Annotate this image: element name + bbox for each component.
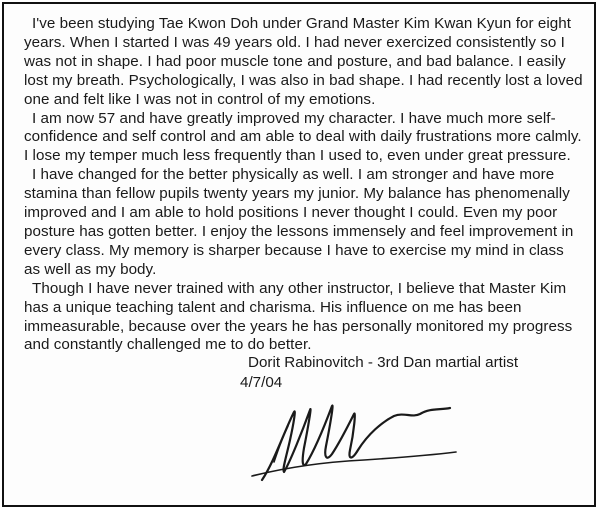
paragraph-intro: I've been studying Tae Kwon Doh under Grand Master Kim Kwan Kyun for eight years. When I started I was 49 years old. I had never exercized consistently so I was not in shape. I had poor muscle tone and posture, and bad balance. I easily lost my breath. Psychologically, I was also in bad shape. I had recently lost a loved one and felt like I was not in control of my emotions.	[24, 15, 583, 108]
handwritten-signature	[244, 392, 464, 492]
paragraph-physical: I have changed for the better physically as well. I am stronger and have more stamina than fellow pupils twenty years my junior. My balance has phenomenally improved and I am able to hold positions I never thought I could. Even my poor posture has gotten better. I enjoy the lessons immensely and feel improvement in every class. My memory is sharper because I have to exercise my mind in class as well as my body.	[24, 166, 574, 278]
paragraph-character: I am now 57 and have greatly improved my character. I have much more self-confidence and self control and am able to deal with daily frustrations more calmly. I lose my temper much less frequently than I used to, even under great pressure.	[24, 109, 582, 165]
paragraph-instructor: Though I have never trained with any other instructor, I believe that Master Kim has a unique teaching talent and charisma. His influence on me has been immeasurable, because over the years he has personally monitored my progress and constantly challenged me to do better.	[24, 279, 573, 354]
letter-body	[24, 15, 584, 355]
testimonial-letter	[2, 2, 596, 507]
signature-date: 4/7/04	[240, 374, 283, 391]
signature-name-line: Dorit Rabinovitch - 3rd Dan martial artist	[248, 354, 519, 371]
